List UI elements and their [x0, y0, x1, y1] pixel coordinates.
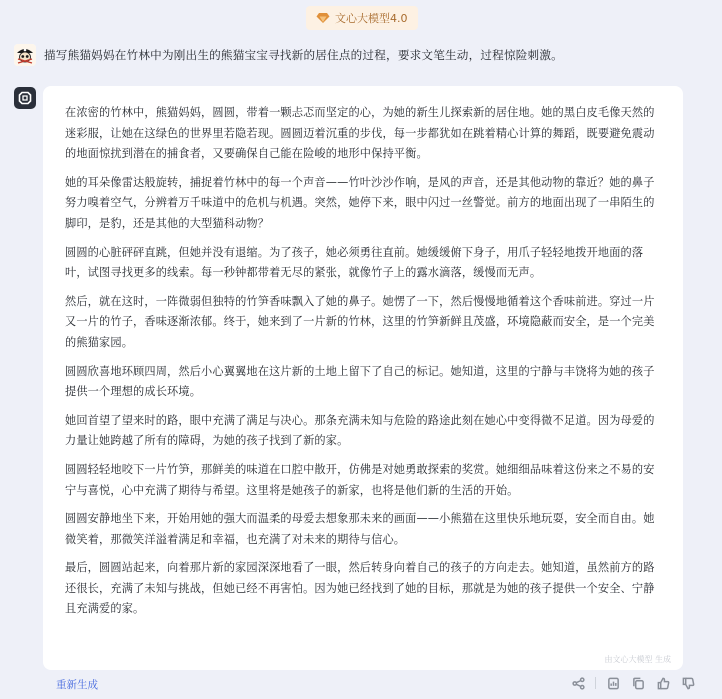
response-actions: [570, 675, 696, 691]
divider: [595, 677, 596, 689]
avatar: [14, 44, 36, 66]
export-icon: [607, 677, 620, 690]
share-icon: [572, 677, 585, 690]
response-paragraph: 圆圆的心脏砰砰直跳，但她并没有退缩。为了孩子，她必须勇往直前。她缓缓俯下身子，用爪子轻轻地拨开地面的落叶，试图寻找更多的线索。每一秒钟都带着无尽的紧张，就像竹子上的露水滴落，缓慢而无声。: [65, 245, 644, 280]
copy-icon: [632, 677, 645, 690]
response-paragraph: 在浓密的竹林中，熊猫妈妈，圆圆，带着一颗忐忑而坚定的心，为她的新生儿探索新的居住地。她的黑白皮毛像天然的迷彩服，让她在这绿色的世界里若隐若现。圆圆迈着沉重的步伐，每一步都犹如在跳着精心计算的舞蹈，既要避免震动的地面惊扰到潜在的捕食者，又要确保自己能在险峻的地形中保持平衡。: [65, 106, 655, 161]
response-card: [43, 86, 683, 670]
share-button[interactable]: [570, 675, 586, 691]
response-paragraph: 圆圆轻轻地咬下一片竹笋，那鲜美的味道在口腔中散开，仿佛是对她勇敢探索的奖赏。她细细品味着这份来之不易的安宁与喜悦，心中充满了期待与希望。这里将是她孩子的新家，也将是他们新的生活的开始。: [65, 462, 655, 497]
user-prompt-text: 描写熊猫妈妈在竹林中为刚出生的熊猫宝宝寻找新的居住点的过程，要求文笔生动，过程惊险刺激。: [44, 48, 563, 62]
response-paragraph: 最后，圆圆站起来，向着那片新的家园深深地看了一眼，然后转身向着自己的孩子的方向走去。她知道，虽然前方的路还很长，充满了未知与挑战，但她已经不再害怕。因为她已经找到了她的目标，那就是为她的孩子提供一个安全、宁静且充满爱的家。: [65, 561, 655, 616]
thumbs-down-icon: [682, 677, 695, 690]
model-badge[interactable]: [306, 6, 418, 30]
response-paragraph: 她的耳朵像雷达般旋转，捕捉着竹林中的每一个声音——竹叶沙沙作响，是风的声音，还是其他动物的靠近？她的鼻子努力嗅着空气，分辨着万千味道中的危机与机遇。突然，她停下来，眼中闪过一丝警觉。前方的地面出现了一串陌生的脚印，是豹，还是其他的大型猫科动物？: [65, 175, 655, 230]
watermark: 由文心大模型 生成: [604, 655, 671, 664]
response-paragraph: 然后，就在这时，一阵微弱但独特的竹笋香味飘入了她的鼻子。她愣了一下，然后慢慢地循着这个香味前进。穿过一片又一片的竹子，香味逐渐浓郁。终于，她来到了一片新的竹林，这里的竹笋新鲜且茂盛，环境隐蔽而安全，是一个完美的熊猫家园。: [65, 294, 655, 349]
response-paragraph: 圆圆安静地坐下来，开始用她的强大而温柔的母爱去想象那未来的画面——小熊猫在这里快乐地玩耍，安全而自由。她微笑着，那微笑洋溢着满足和幸福，也充满了对未来的期待与信心。: [65, 512, 655, 546]
response-paragraph: 圆圆欣喜地环顾四周，然后小心翼翼地在这片新的土地上留下了自己的标记。她知道，这里的宁静与丰饶将为她的孩子提供一个理想的成长环境。: [65, 364, 655, 399]
response-paragraph: 她回首望了望来时的路，眼中充满了满足与决心。那条充满未知与危险的路途此刻在她心中变得微不足道。因为母爱的力量让她跨越了所有的障碍，为她的孩子找到了新的家。: [65, 413, 655, 448]
gem-icon: [316, 12, 330, 24]
model-badge-label: 文心大模型4.0: [335, 12, 408, 25]
copy-button[interactable]: [630, 675, 646, 691]
regenerate-button[interactable]: 重新生成: [56, 679, 98, 691]
bot-avatar: [14, 87, 36, 109]
ernie-bot-icon: [18, 91, 32, 105]
pirate-skull-icon: [14, 44, 36, 66]
user-message: [14, 44, 712, 66]
thumbs-up-button[interactable]: [655, 675, 671, 691]
export-button[interactable]: [605, 675, 621, 691]
thumbs-down-button[interactable]: [680, 675, 696, 691]
thumbs-up-icon: [657, 677, 670, 690]
